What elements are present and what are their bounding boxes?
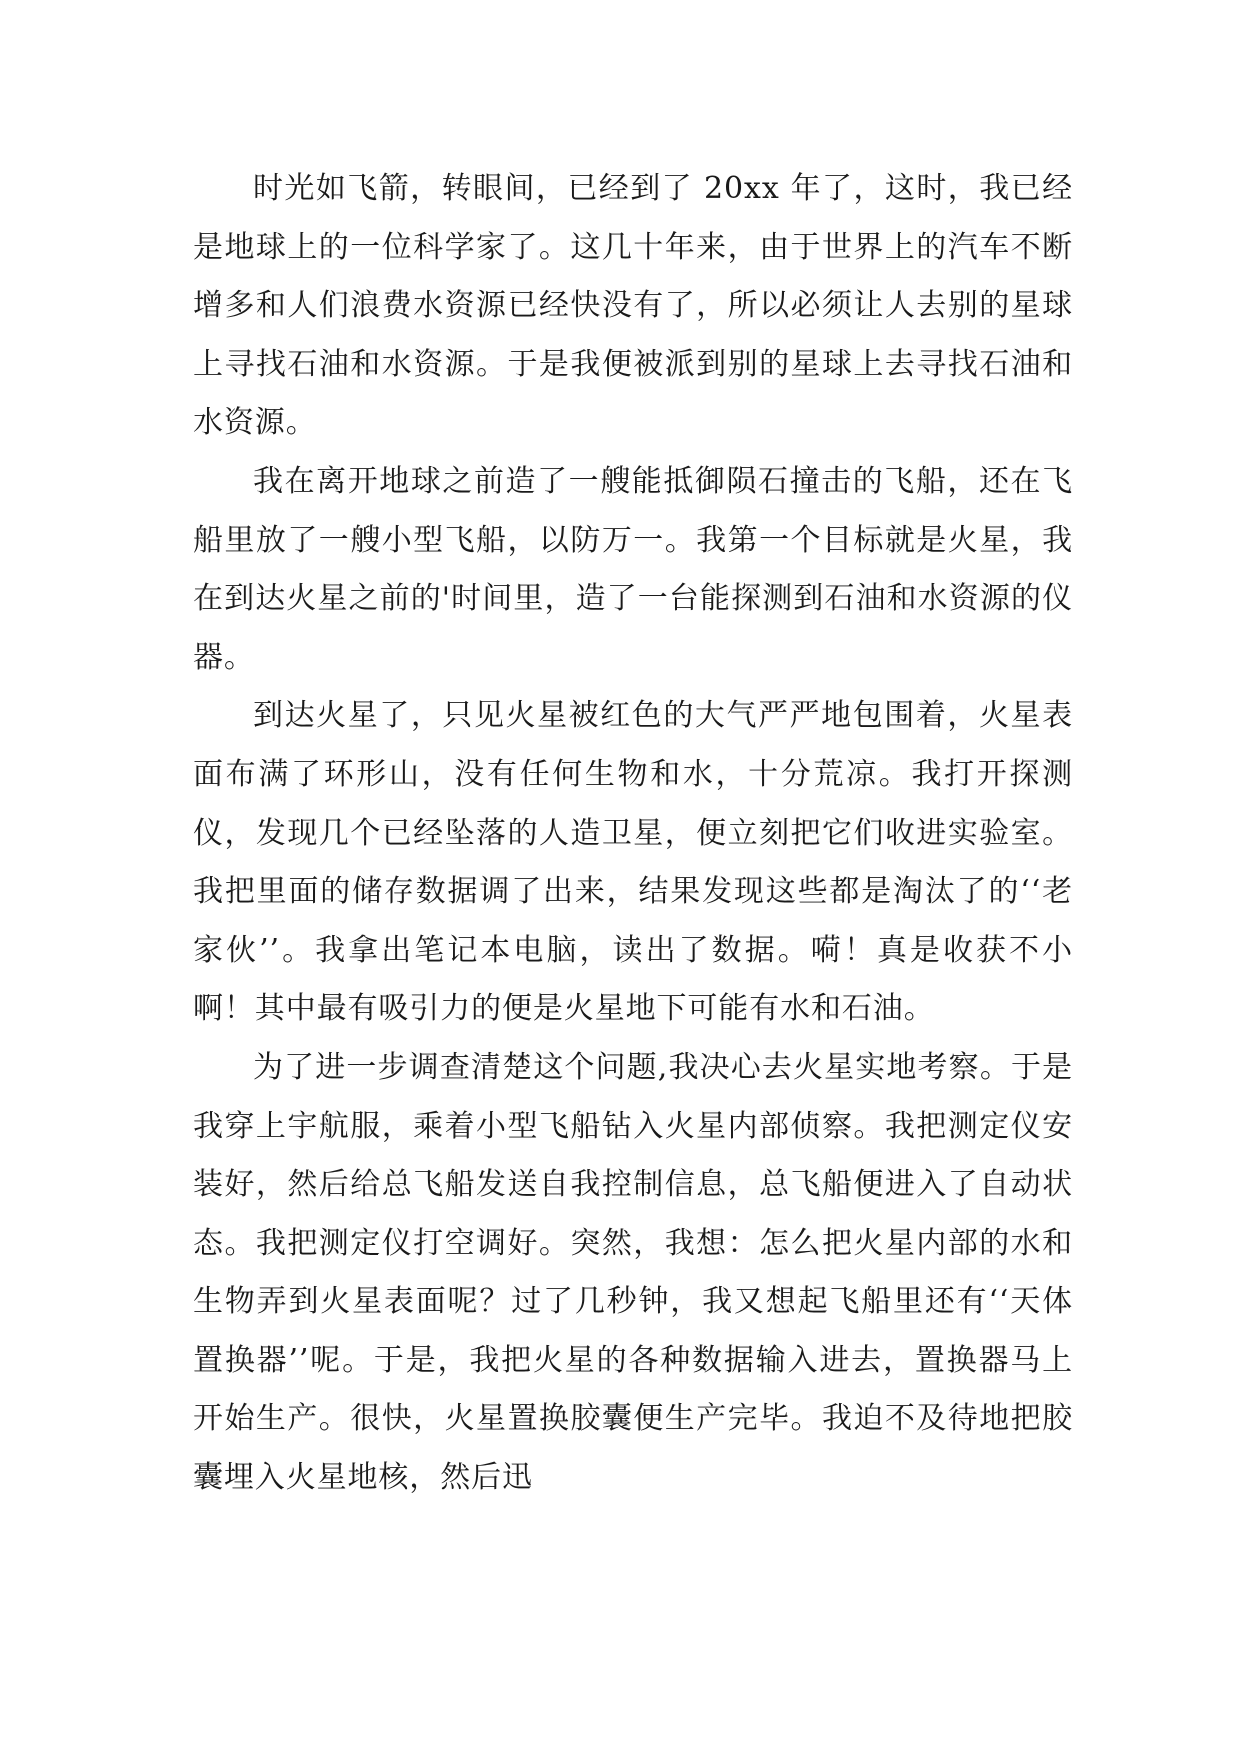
paragraph-2: 我在离开地球之前造了一艘能抵御陨石撞击的飞船，还在飞船里放了一艘小型飞船，以防万一。我第一个目标就是火星，我在到达火星之前的'时间里，造了一台能探测到石油和水资源的仪器。 <box>193 463 1073 675</box>
paragraph-3: 到达火星了，只见火星被红色的大气严严地包围着，火星表面布满了环形山，没有任何生物和水，十分荒凉。我打开探测仪，发现几个已经坠落的人造卫星，便立刻把它们收进实验室。我把里面的储存数据调了出来，结果发现这些都是淘汰了的‘‘老家伙’’。我拿出笔记本电脑，读出了数据。嗬！真是收获不小啊！其中最有吸引力的便是火星地下可能有水和石油。 <box>193 698 1073 1027</box>
document-body <box>193 160 1073 1508</box>
paragraph-4: 为了进一步调查清楚这个问题,我决心去火星实地考察。于是我穿上宇航服，乘着小型飞船钻入火星内部侦察。我把测定仪安装好，然后给总飞船发送自我控制信息，总飞船便进入了自动状态。我把测定仪打空调好。突然，我想：怎么把火星内部的水和生物弄到火星表面呢？过了几秒钟，我又想起飞船里还有‘‘天体置换器’’呢。于是，我把火星的各种数据输入进去，置换器马上开始生产。很快，火星置换胶囊便生产完毕。我迫不及待地把胶囊埋入火星地核，然后迅 <box>193 1049 1073 1496</box>
paragraph-1: 时光如飞箭，转眼间，已经到了 20xx 年了，这时，我已经是地球上的一位科学家了。这几十年来，由于世界上的汽车不断增多和人们浪费水资源已经快没有了，所以必须让人去别的星球上寻找石油和水资源。于是我便被派到别的星球上去寻找石油和水资源。 <box>193 171 1073 441</box>
